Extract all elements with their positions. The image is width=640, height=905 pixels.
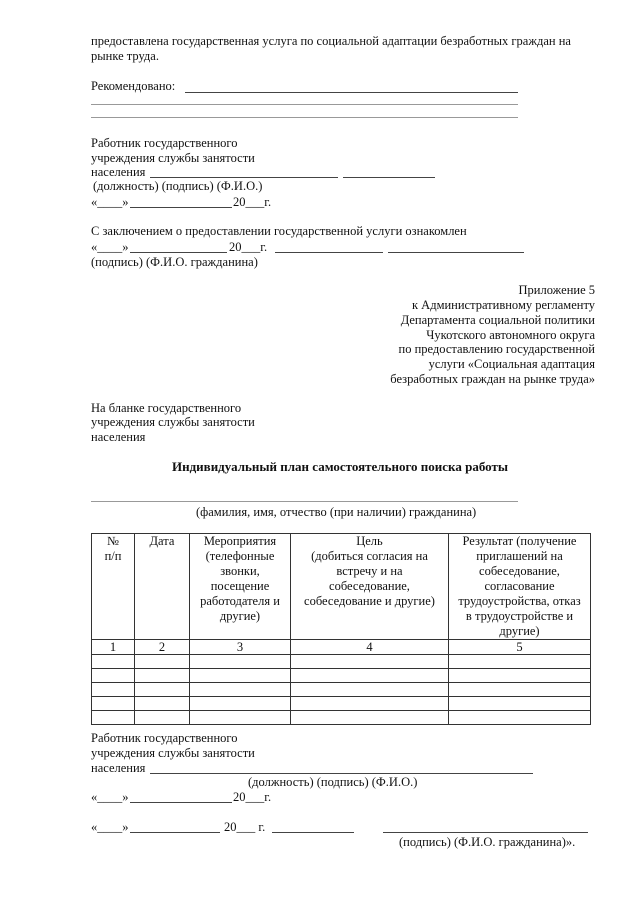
worker-2-line-1: Работник государственного [91, 731, 238, 745]
worker-1-position-line[interactable] [150, 177, 338, 178]
table-cell[interactable] [449, 711, 591, 725]
recommended-line-3[interactable] [91, 117, 518, 118]
table-row[interactable] [92, 669, 591, 683]
table-cell[interactable] [92, 711, 135, 725]
acquainted-date-month-line[interactable] [130, 252, 227, 253]
acquainted-fio-line[interactable] [388, 252, 524, 253]
table-cell[interactable] [135, 697, 190, 711]
intro-line-1: предоставлена государственная услуга по социальной адаптации безработных граждан на [91, 34, 571, 48]
table-header-row [92, 534, 591, 640]
letterhead-line-2: учреждения службы занятости [91, 415, 255, 429]
worker-1-date-open: «____» [91, 195, 129, 209]
table-cell[interactable] [190, 697, 291, 711]
column-number: 4 [291, 640, 449, 655]
worker-1-line-1: Работник государственного [91, 136, 238, 150]
acquainted-date-year: 20___г. [229, 240, 268, 254]
table-cell[interactable] [92, 655, 135, 669]
table-cell[interactable] [135, 711, 190, 725]
column-number: 5 [449, 640, 591, 655]
acquainted-date-open: «____» [91, 240, 129, 254]
table-numbers-row [92, 640, 591, 655]
search-plan-table [91, 533, 591, 725]
citizen-caption: (фамилия, имя, отчество (при наличии) гражданина) [196, 505, 477, 519]
table-cell[interactable] [92, 683, 135, 697]
table-cell[interactable] [92, 669, 135, 683]
final-signature-line[interactable] [272, 832, 354, 833]
worker-2-date-open: «____» [91, 790, 129, 804]
worker-2-line-3: населения [91, 761, 146, 775]
worker-1-line-3: населения [91, 165, 146, 179]
plan-title: Индивидуальный план самостоятельного поиска работы [172, 459, 509, 474]
table-cell[interactable] [190, 669, 291, 683]
table-cell[interactable] [291, 711, 449, 725]
intro-line-2: рынке труда. [91, 49, 159, 63]
table-cell[interactable] [135, 655, 190, 669]
table-cell[interactable] [190, 683, 291, 697]
table-cell[interactable] [135, 683, 190, 697]
letterhead-line-1: На бланке государственного [91, 401, 242, 415]
final-date-year: 20___ г. [224, 820, 266, 834]
final-fio-line[interactable] [383, 832, 588, 833]
table-cell[interactable] [449, 655, 591, 669]
column-number: 2 [135, 640, 190, 655]
worker-1-date-year: 20___г. [233, 195, 272, 209]
appendix-line-6: услуги «Социальная адаптация [428, 357, 595, 371]
final-captions: (подпись) (Ф.И.О. гражданина)». [399, 835, 576, 849]
recommended-line-1[interactable] [185, 92, 518, 93]
final-date-month-line[interactable] [130, 832, 220, 833]
appendix-line-4: Чукотского автономного округа [426, 328, 595, 342]
table-cell[interactable] [291, 669, 449, 683]
recommended-label: Рекомендовано: [91, 79, 176, 93]
appendix-line-7: безработных граждан на рынке труда» [390, 372, 595, 386]
table-cell[interactable] [190, 655, 291, 669]
worker-2-line-2: учреждения службы занятости [91, 746, 255, 760]
table-cell[interactable] [449, 697, 591, 711]
worker-1-fio-line[interactable] [343, 177, 435, 178]
worker-2-date-year: 20___г. [233, 790, 272, 804]
recommended-line-2[interactable] [91, 104, 518, 105]
worker-1-captions: (должность) (подпись) (Ф.И.О.) [93, 179, 263, 193]
table-cell[interactable] [135, 669, 190, 683]
appendix-line-2: к Административному регламенту [411, 298, 595, 312]
table-cell[interactable] [190, 711, 291, 725]
table-row[interactable] [92, 683, 591, 697]
acquainted-signature-line[interactable] [275, 252, 383, 253]
header-date: Дата [135, 534, 190, 640]
letterhead-line-3: населения [91, 430, 146, 444]
header-number: № п/п [92, 534, 135, 640]
appendix-line-5: по предоставлению государственной [398, 342, 595, 356]
table-cell[interactable] [291, 655, 449, 669]
header-result: Результат (получение приглашений на собеседование, согласование трудоустройства, отказ в трудоустройстве и другие) [449, 534, 591, 640]
worker-2-date-month-line[interactable] [130, 802, 232, 803]
header-activities: Мероприятия (телефонные звонки, посещение работодателя и другие) [190, 534, 291, 640]
table-cell[interactable] [449, 683, 591, 697]
column-number: 1 [92, 640, 135, 655]
appendix-line-1: Приложение 5 [518, 283, 595, 297]
appendix-line-3: Департамента социальной политики [400, 313, 595, 327]
table-row[interactable] [92, 711, 591, 725]
worker-2-signature-line[interactable] [150, 773, 533, 774]
table-cell[interactable] [449, 669, 591, 683]
final-date-open: «____» [91, 820, 129, 834]
table-cell[interactable] [291, 697, 449, 711]
worker-1-date-month-line[interactable] [130, 207, 232, 208]
table-row[interactable] [92, 697, 591, 711]
worker-2-captions: (должность) (подпись) (Ф.И.О.) [248, 775, 418, 789]
table-cell[interactable] [92, 697, 135, 711]
column-number: 3 [190, 640, 291, 655]
acquainted-text: С заключением о предоставлении государственной услуги ознакомлен [91, 224, 467, 238]
table-cell[interactable] [291, 683, 449, 697]
worker-1-line-2: учреждения службы занятости [91, 151, 255, 165]
table-row[interactable] [92, 655, 591, 669]
citizen-name-line[interactable] [91, 501, 518, 502]
acquainted-captions: (подпись) (Ф.И.О. гражданина) [91, 255, 258, 269]
header-goal: Цель (добиться согласия на встречу и на собеседование, собеседование и другие) [291, 534, 449, 640]
